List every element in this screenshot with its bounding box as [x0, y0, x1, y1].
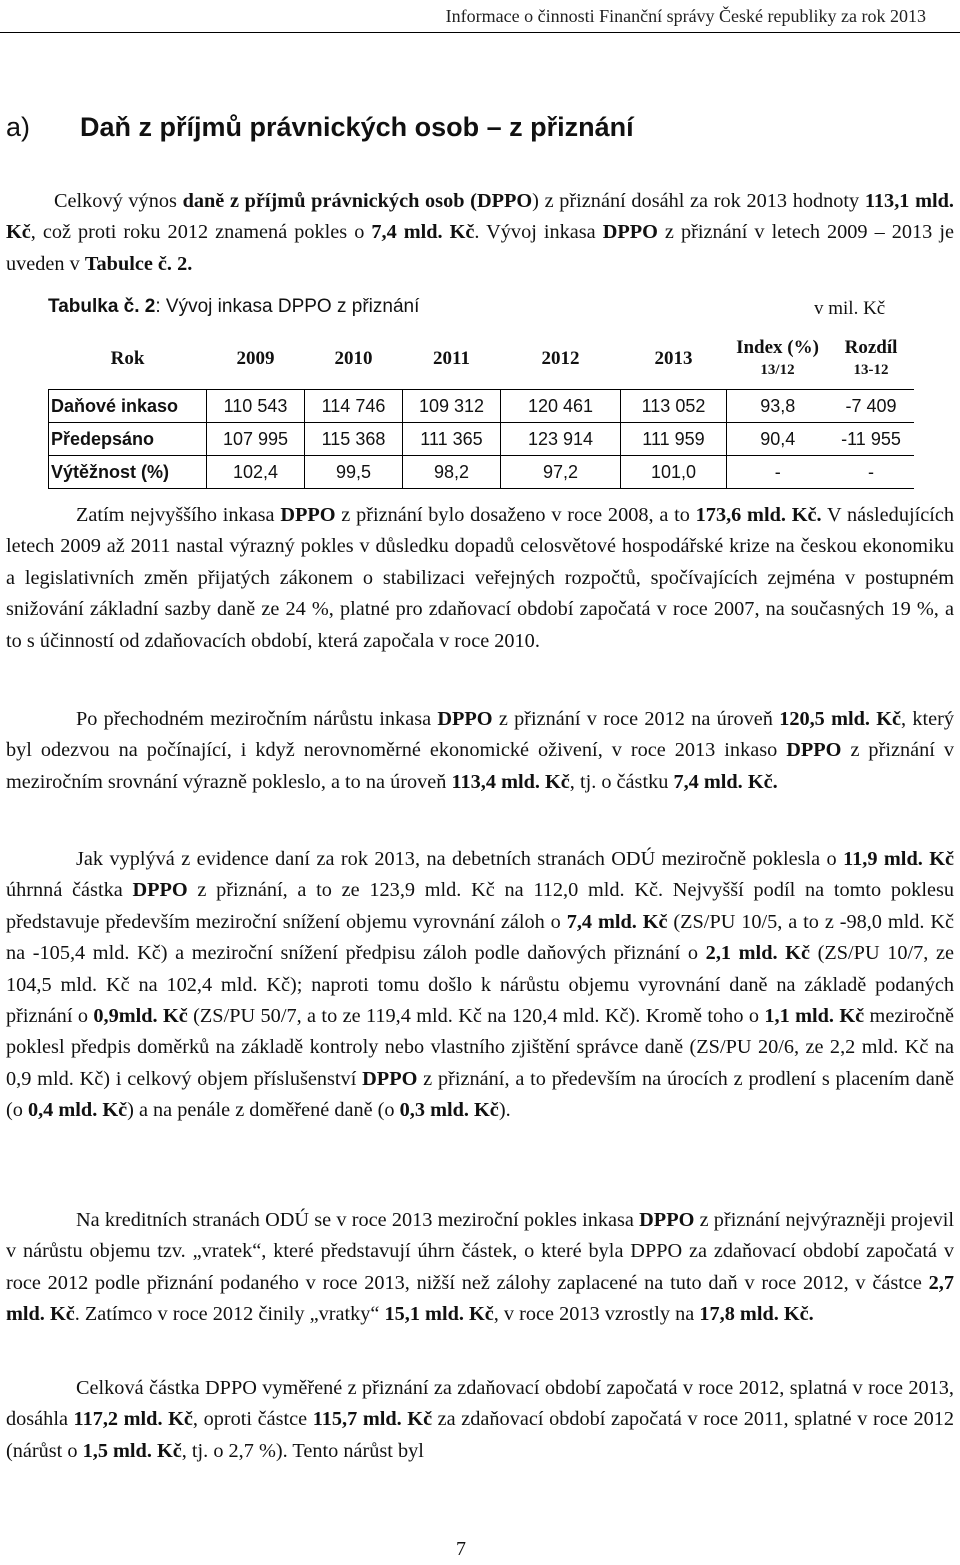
table-cell: 114 746 [305, 390, 403, 423]
table-cell: 107 995 [207, 423, 305, 456]
row-label: Výtěžnost (%) [49, 456, 207, 489]
table-caption: Tabulka č. 2: Vývoj inkasa DPPO z přiznání [48, 296, 420, 317]
table-cell: 102,4 [207, 456, 305, 489]
table-cell-index: - [727, 456, 829, 489]
table-header-row [49, 329, 914, 390]
table-cell: 123 914 [501, 423, 621, 456]
header-year: 2009 [236, 348, 275, 369]
table-row [49, 390, 914, 423]
row-label: Předepsáno [49, 423, 207, 456]
header-year: 2010 [334, 348, 373, 369]
row-label: Daňové inkaso [49, 390, 207, 423]
table-cell: 98,2 [403, 456, 501, 489]
section-letter: a) [6, 112, 31, 142]
header-index: Index (%) 13/12 [736, 337, 819, 378]
table-cell: 113 052 [621, 390, 727, 423]
table-cell-diff: - [829, 456, 914, 489]
intro-paragraph: Celkový výnos daně z příjmů právnických osob (DPPO) z přiznání dosáhl za rok 2013 hodnoty 113,1 mld. Kč, což proti roku 2012 znamená pokles o 7,4 mld. Kč. Vývoj inkasa DPPO z přiznání v letech 2009 – 2013 je uveden v Tabulce č. 2. [6, 190, 954, 275]
table-row [49, 423, 914, 456]
table-cell-index: 90,4 [727, 423, 829, 456]
table-unit: v mil. Kč [814, 298, 886, 319]
paragraph-1: Zatím nejvyššího inkasa DPPO z přiznání bylo dosaženo v roce 2008, a to 173,6 mld. Kč. V následujících letech 2009 až 2011 nastal výrazný pokles v důsledku dopadů celosvětové hospodářské krize na českou ekonomiku a legislativních změn přijatých zákonem o stabilizaci veřejných rozpočtů, spočívajících zejména v postupném snižování základní sazby daně ze 24 %, platné pro zdaňovací období započatá v roce 2007, na současných 19 %, a to s účinností od zdaňovacích období, která započala v roce 2010. [6, 504, 955, 652]
running-header: Informace o činnosti Finanční správy České republiky za rok 2013 [445, 6, 926, 26]
table-cell: 99,5 [305, 456, 403, 489]
table-cell-diff: -7 409 [829, 390, 914, 423]
paragraph-3: Jak vyplývá z evidence daní za rok 2013, na debetních stranách ODÚ meziročně poklesla o 11,9 mld. Kč úhrnná částka DPPO z přiznání, a to ze 123,9 mld. Kč na 112,0 mld. Kč. Nejvyšší podíl na tomto poklesu představuje především meziroční snížení objemu vyrovnání záloh o 7,4 mld. Kč (ZS/PU 10/5, a to z -98,0 mld. Kč na -105,4 mld. Kč) a meziroční snížení předpisu záloh podle daňových přiznání o 2,1 mld. Kč (ZS/PU 10/7, ze 104,5 mld. Kč na 102,4 mld. Kč); naproti tomu došlo k nárůstu objemu vyrovnání daně na základě podaných přiznání o 0,9mld. Kč (ZS/PU 50/7, a to ze 119,4 mld. Kč na 120,4 mld. Kč). Kromě toho o 1,1 mld. Kč meziročně poklesl předpis doměrků na základě kontroly nebo vlastního zjištění správce daně (ZS/PU 20/6, ze 2,2 mld. Kč na 0,9 mld. Kč) i celkový objem příslušenství DPPO z přiznání, a to především na úrocích z prodlení s placením daně (o 0,4 mld. Kč) a na penále z doměřené daně (o 0,3 mld. Kč). [6, 848, 955, 1122]
table-cell: 110 543 [207, 390, 305, 423]
header-diff: Rozdíl 13-12 [844, 337, 898, 378]
table-cell-diff: -11 955 [829, 423, 914, 456]
section-title: Daň z příjmů právnických osob – z přiznání [80, 112, 634, 142]
header-year: 2011 [433, 348, 470, 369]
table-cell: 111 365 [403, 423, 501, 456]
paragraph-5: Celková částka DPPO vyměřené z přiznání za zdaňovací období započatá v roce 2012, splatná v roce 2013, dosáhla 117,2 mld. Kč, oproti částce 115,7 mld. Kč za zdaňovací období započatá v roce 2011, splatné v roce 2012 (nárůst o 1,5 mld. Kč, tj. o 2,7 %). Tento nárůst byl [6, 1377, 955, 1462]
table-cell: 115 368 [305, 423, 403, 456]
header-rule [0, 32, 960, 33]
table-cell: 109 312 [403, 390, 501, 423]
header-year: 2013 [654, 348, 693, 369]
table-cell-index: 93,8 [727, 390, 829, 423]
inkaso-table [48, 329, 914, 489]
paragraph-4: Na kreditních stranách ODÚ se v roce 2013 meziroční pokles inkasa DPPO z přiznání nejvýrazněji projevil v nárůstu objemu tzv. „vratek“, které představují úhrn částek, o které byla DPPO za zdaňovací období započatá v roce 2012 podle přiznání podaného v roce 2013, nižší než zálohy zaplacené na tuto daň v roce 2012, v částce 2,7 mld. Kč. Zatímco v roce 2012 činily „vratky“ 15,1 mld. Kč, v roce 2013 vzrostly na 17,8 mld. Kč. [6, 1209, 955, 1326]
page-number: 7 [456, 1538, 466, 1560]
table-cell: 120 461 [501, 390, 621, 423]
paragraph-2: Po přechodném meziročním nárůstu inkasa DPPO z přiznání v roce 2012 na úroveň 120,5 mld. Kč, který byl odezvou na počínající, i když nerovnoměrné ekonomické oživení, v roce 2013 inkaso DPPO z přiznání v meziročním srovnání výrazně pokleslo, a to na úroveň 113,4 mld. Kč, tj. o částku 7,4 mld. Kč. [6, 708, 955, 793]
header-rok: Rok [110, 348, 145, 369]
table-cell: 97,2 [501, 456, 621, 489]
table-row [49, 456, 914, 489]
table-cell: 101,0 [621, 456, 727, 489]
section-heading [6, 112, 946, 143]
table-cell: 111 959 [621, 423, 727, 456]
header-year: 2012 [541, 348, 580, 369]
